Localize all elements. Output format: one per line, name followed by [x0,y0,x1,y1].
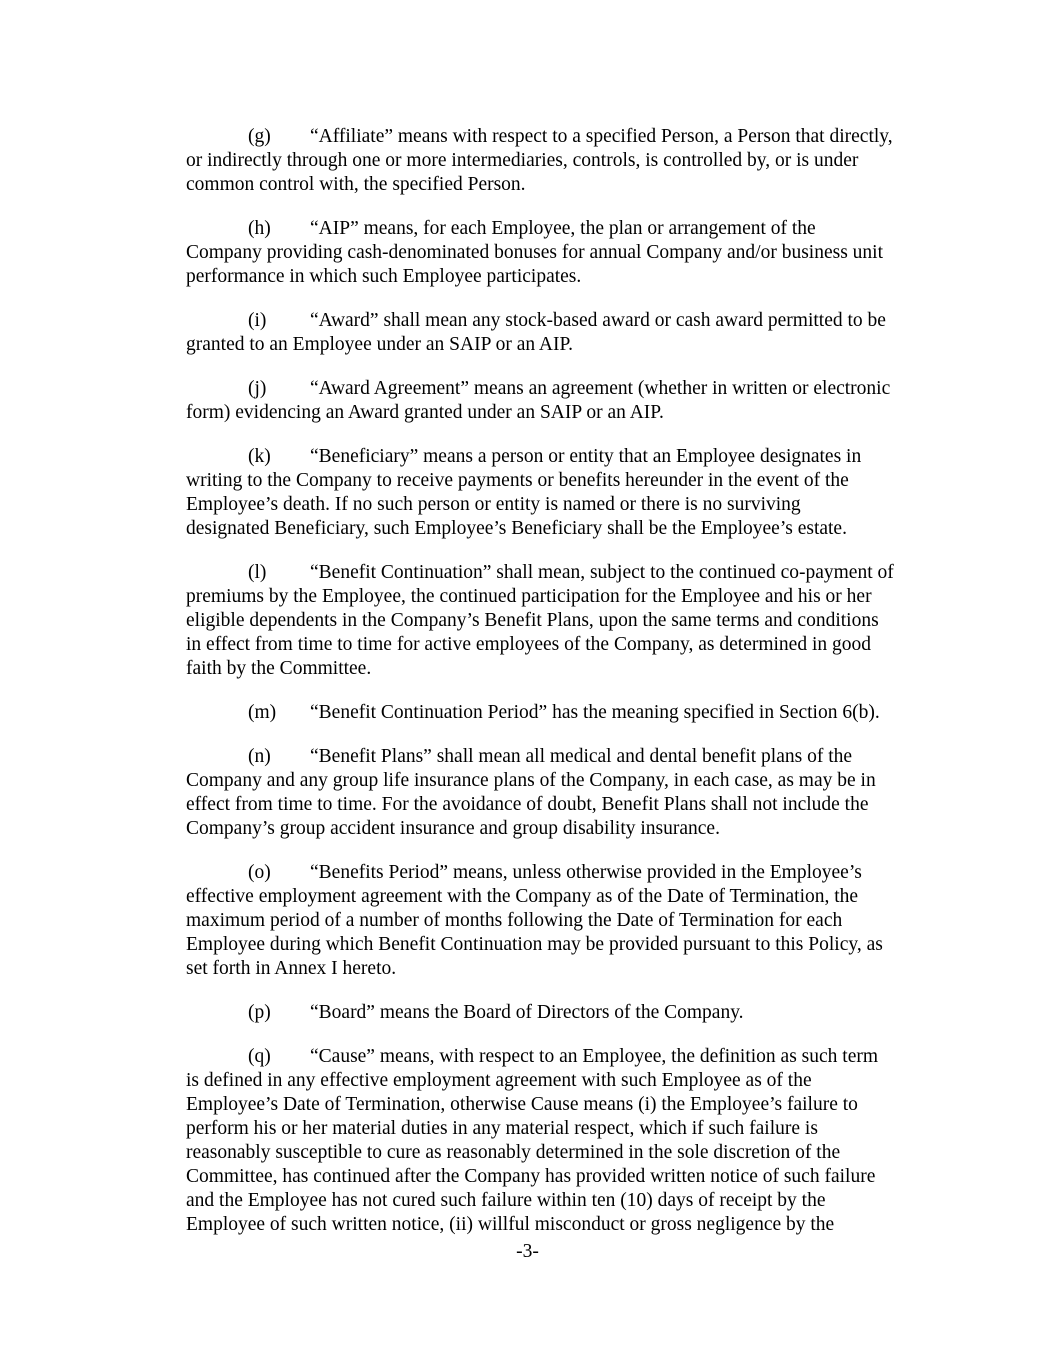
paragraph-label: (i) [248,310,267,331]
paragraph-label: (j) [248,378,267,399]
document-body [186,125,934,1257]
paragraph-line: “AIP” means, for each Employee, the plan or arrangement of the [310,218,816,239]
paragraph-line: “Benefit Continuation” shall mean, subject to the continued co-payment of [310,562,894,583]
paragraph-line: Employee during which Benefit Continuation may be provided pursuant to this Policy, as [186,934,883,955]
paragraph-line: in effect from time to time for active employees of the Company, as determined in good [186,634,872,655]
paragraph-line: Employee’s death. If no such person or entity is named or there is no surviving [186,494,801,515]
paragraph-line: “Beneficiary” means a person or entity that an Employee designates in [310,446,862,467]
paragraph-line: Committee, has continued after the Company has provided written notice of such failure [186,1166,876,1187]
paragraph-line: Company and any group life insurance plans of the Company, in each case, as may be in [186,770,876,791]
paragraph-line: performance in which such Employee participates. [186,266,582,287]
paragraph-line: reasonably susceptible to cure as reasonably determined in the sole discretion of the [186,1142,841,1163]
paragraph-line: “Benefit Plans” shall mean all medical and dental benefit plans of the [310,746,853,767]
paragraph-line: and the Employee has not cured such failure within ten (10) days of receipt by the [186,1190,826,1211]
paragraph-line: “Board” means the Board of Directors of the Company. [310,1002,744,1023]
paragraph-line: perform his or her material duties in any material respect, which if such failure is [186,1118,818,1139]
paragraph-line: writing to the Company to receive payments or benefits hereunder in the event of the [186,470,849,491]
paragraph-line: effective employment agreement with the Company as of the Date of Termination, the [186,886,859,907]
definition-paragraph [186,125,934,197]
definition-paragraph [186,1001,934,1025]
paragraph-line: “Affiliate” means with respect to a specified Person, a Person that directly, [310,126,893,147]
paragraph-line: “Benefit Continuation Period” has the meaning specified in Section 6(b). [310,702,880,723]
paragraph-line: Employee’s Date of Termination, otherwise Cause means (i) the Employee’s failure to [186,1094,858,1115]
definition-paragraph [186,861,934,981]
definition-paragraph [186,309,934,357]
definition-paragraph [186,445,934,541]
paragraph-label: (n) [248,746,271,767]
paragraph-line: “Award Agreement” means an agreement (whether in written or electronic [310,378,891,399]
paragraph-label: (k) [248,446,271,467]
paragraph-label: (h) [248,218,271,239]
paragraph-line: eligible dependents in the Company’s Benefit Plans, upon the same terms and conditions [186,610,879,631]
paragraph-line: designated Beneficiary, such Employee’s Beneficiary shall be the Employee’s estate. [186,518,847,539]
paragraph-label: (q) [248,1046,271,1067]
paragraph-label: (g) [248,126,271,147]
definition-paragraph [186,745,934,841]
paragraph-label: (m) [248,702,277,723]
paragraph-line: granted to an Employee under an SAIP or an AIP. [186,334,574,355]
paragraph-line: “Cause” means, with respect to an Employee, the definition as such term [310,1046,879,1067]
paragraph-label: (o) [248,862,271,883]
paragraph-line: Company providing cash-denominated bonuses for annual Company and/or business unit [186,242,884,263]
definition-paragraph [186,561,934,681]
paragraph-line: “Award” shall mean any stock-based award or cash award permitted to be [310,310,886,331]
paragraph-line: premiums by the Employee, the continued participation for the Employee and his or her [186,586,872,607]
paragraph-line: “Benefits Period” means, unless otherwise provided in the Employee’s [310,862,862,883]
paragraph-line: is defined in any effective employment agreement with such Employee as of the [186,1070,812,1091]
paragraph-line: common control with, the specified Person. [186,174,526,195]
paragraph-line: set forth in Annex I hereto. [186,958,397,979]
definition-paragraph [186,377,934,425]
paragraph-line: form) evidencing an Award granted under an SAIP or an AIP. [186,402,664,423]
paragraph-line: maximum period of a number of months following the Date of Termination for each [186,910,843,931]
definition-paragraph [186,701,934,725]
paragraph-label: (l) [248,562,267,583]
definition-paragraph [186,1045,934,1237]
paragraph-line: effect from time to time. For the avoidance of doubt, Benefit Plans shall not include the [186,794,869,815]
paragraph-label: (p) [248,1002,271,1023]
paragraph-line: Employee of such written notice, (ii) willful misconduct or gross negligence by the [186,1214,835,1235]
page-number: -3- [516,1241,539,1262]
paragraph-line: Company’s group accident insurance and group disability insurance. [186,818,720,839]
definition-paragraph [186,217,934,289]
paragraph-line: or indirectly through one or more intermediaries, controls, is controlled by, or is under [186,150,859,171]
paragraph-line: faith by the Committee. [186,658,372,679]
